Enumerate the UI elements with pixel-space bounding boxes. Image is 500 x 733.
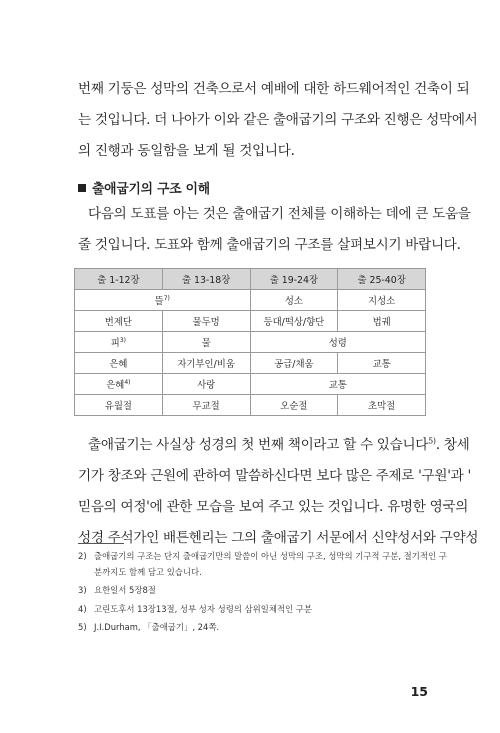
table-cell: 교통 bbox=[250, 374, 426, 395]
table-row bbox=[75, 332, 426, 353]
square-bullet-icon bbox=[78, 184, 86, 192]
footnote-text: 고린도후서 13장13절, 성부 성자 성령의 삼위일체적인 구분 bbox=[94, 603, 312, 614]
table-cell: 초막절 bbox=[338, 395, 426, 416]
footnote bbox=[78, 583, 428, 599]
footnote-ref: 7) bbox=[163, 294, 170, 302]
section-heading bbox=[78, 178, 210, 197]
footnotes bbox=[78, 549, 447, 639]
body-paragraph-1 bbox=[78, 74, 478, 167]
table-row bbox=[75, 374, 426, 395]
page-number: 15 bbox=[410, 684, 428, 699]
footnote-number: 3) bbox=[78, 585, 87, 595]
header-cell: 출 1-12장 bbox=[75, 269, 163, 290]
footnote-text: 요한일서 5장8절 bbox=[94, 585, 156, 595]
table-cell: 오순절 bbox=[250, 395, 338, 416]
footnote bbox=[78, 620, 428, 636]
text-line: 는 것입니다. 더 나아가 이와 같은 출애굽기의 구조와 진행은 성막에서 bbox=[78, 112, 478, 128]
body-paragraph-2 bbox=[78, 199, 471, 261]
section-heading-text: 출애굽기의 구조 이해 bbox=[92, 182, 210, 197]
text-line: 믿음의 여정'에 관한 모습을 보여 주고 있는 것입니다. 유명한 영국의 bbox=[78, 499, 469, 515]
table-cell: 자기부인/비움 bbox=[162, 353, 250, 374]
footnote-number: 2) bbox=[78, 551, 87, 561]
footnote bbox=[78, 549, 447, 580]
text-line: 번째 기둥은 성막의 건축으로서 예배에 대한 하드웨어적인 건축이 되 bbox=[78, 81, 470, 97]
text-line: 다음의 도표를 아는 것은 출애굽기 전체를 이해하는 데에 큰 도움을 bbox=[88, 206, 471, 222]
table-cell: 성소 bbox=[250, 290, 338, 311]
table-cell: 지성소 bbox=[338, 290, 426, 311]
table-row bbox=[75, 395, 426, 416]
table-cell: 뜰$^{7)}$ bbox=[75, 290, 251, 311]
table-cell: 교통 bbox=[338, 353, 426, 374]
table-row bbox=[75, 311, 426, 332]
body-paragraph-3 bbox=[78, 430, 479, 554]
table-cell: 법궤 bbox=[338, 311, 426, 332]
text-line: 성경 주석가인 배튼헨리는 그의 출애굽기 서문에서 신약성서와 구약성 bbox=[78, 530, 479, 546]
table-row bbox=[75, 290, 426, 311]
text-line: 출애굽기는 사실상 성경의 첫 번째 책이라고 할 수 있습니다$^{5)}$. 창세 bbox=[88, 436, 470, 453]
table-cell: 등대/떡상/향단 bbox=[250, 311, 338, 332]
table-cell: 번제단 bbox=[75, 311, 163, 332]
table-cell: 사랑 bbox=[162, 374, 250, 395]
footnote-ref: 4) bbox=[124, 378, 131, 386]
table-cell: 물 bbox=[162, 332, 250, 353]
footnote-number: 5) bbox=[78, 622, 87, 632]
table-cell: 성령 bbox=[250, 332, 426, 353]
footnote-number: 4) bbox=[78, 603, 87, 614]
table-cell: 은혜$^{4)}$ bbox=[75, 374, 163, 395]
table-cell: 무교절 bbox=[162, 395, 250, 416]
footnote-text: J.I.Durham, 「출애굽기」, 24쪽. bbox=[94, 622, 220, 632]
footnote-ref: 5) bbox=[428, 436, 436, 446]
text-line: 기가 창조와 근원에 관하여 말씀하신다면 보다 많은 주제로 '구원'과 ' bbox=[78, 468, 471, 484]
text-line: 줄 것입니다. 도표와 함께 출애굽기의 구조를 살펴보시기 바랍니다. bbox=[78, 237, 461, 253]
table-cell: 물두멍 bbox=[162, 311, 250, 332]
table-cell: 유월절 bbox=[75, 395, 163, 416]
footnote-ref: 3) bbox=[119, 336, 126, 344]
footnote-text-continued: 분까지도 함께 담고 있습니다. bbox=[94, 566, 202, 577]
footnote-divider bbox=[78, 543, 124, 544]
header-cell: 출 19-24장 bbox=[250, 269, 338, 290]
footnote bbox=[78, 602, 428, 618]
table-cell: 공급/채움 bbox=[250, 353, 338, 374]
header-cell: 출 13-18장 bbox=[162, 269, 250, 290]
footnote-text: 출애굽기의 구조는 단지 출애굽기만의 말씀이 아닌 성막의 구조, 성막의 기구적 구분, 절기적인 구 bbox=[94, 551, 447, 561]
table-cell: 피$^{3)}$ bbox=[75, 332, 163, 353]
table-cell: 은혜 bbox=[75, 353, 163, 374]
text-line: 의 진행과 동일함을 보게 될 것입니다. bbox=[78, 143, 295, 159]
table-row bbox=[75, 353, 426, 374]
header-cell: 출 25-40장 bbox=[338, 269, 426, 290]
exodus-structure-table bbox=[74, 268, 426, 416]
table-header-row bbox=[75, 269, 426, 290]
